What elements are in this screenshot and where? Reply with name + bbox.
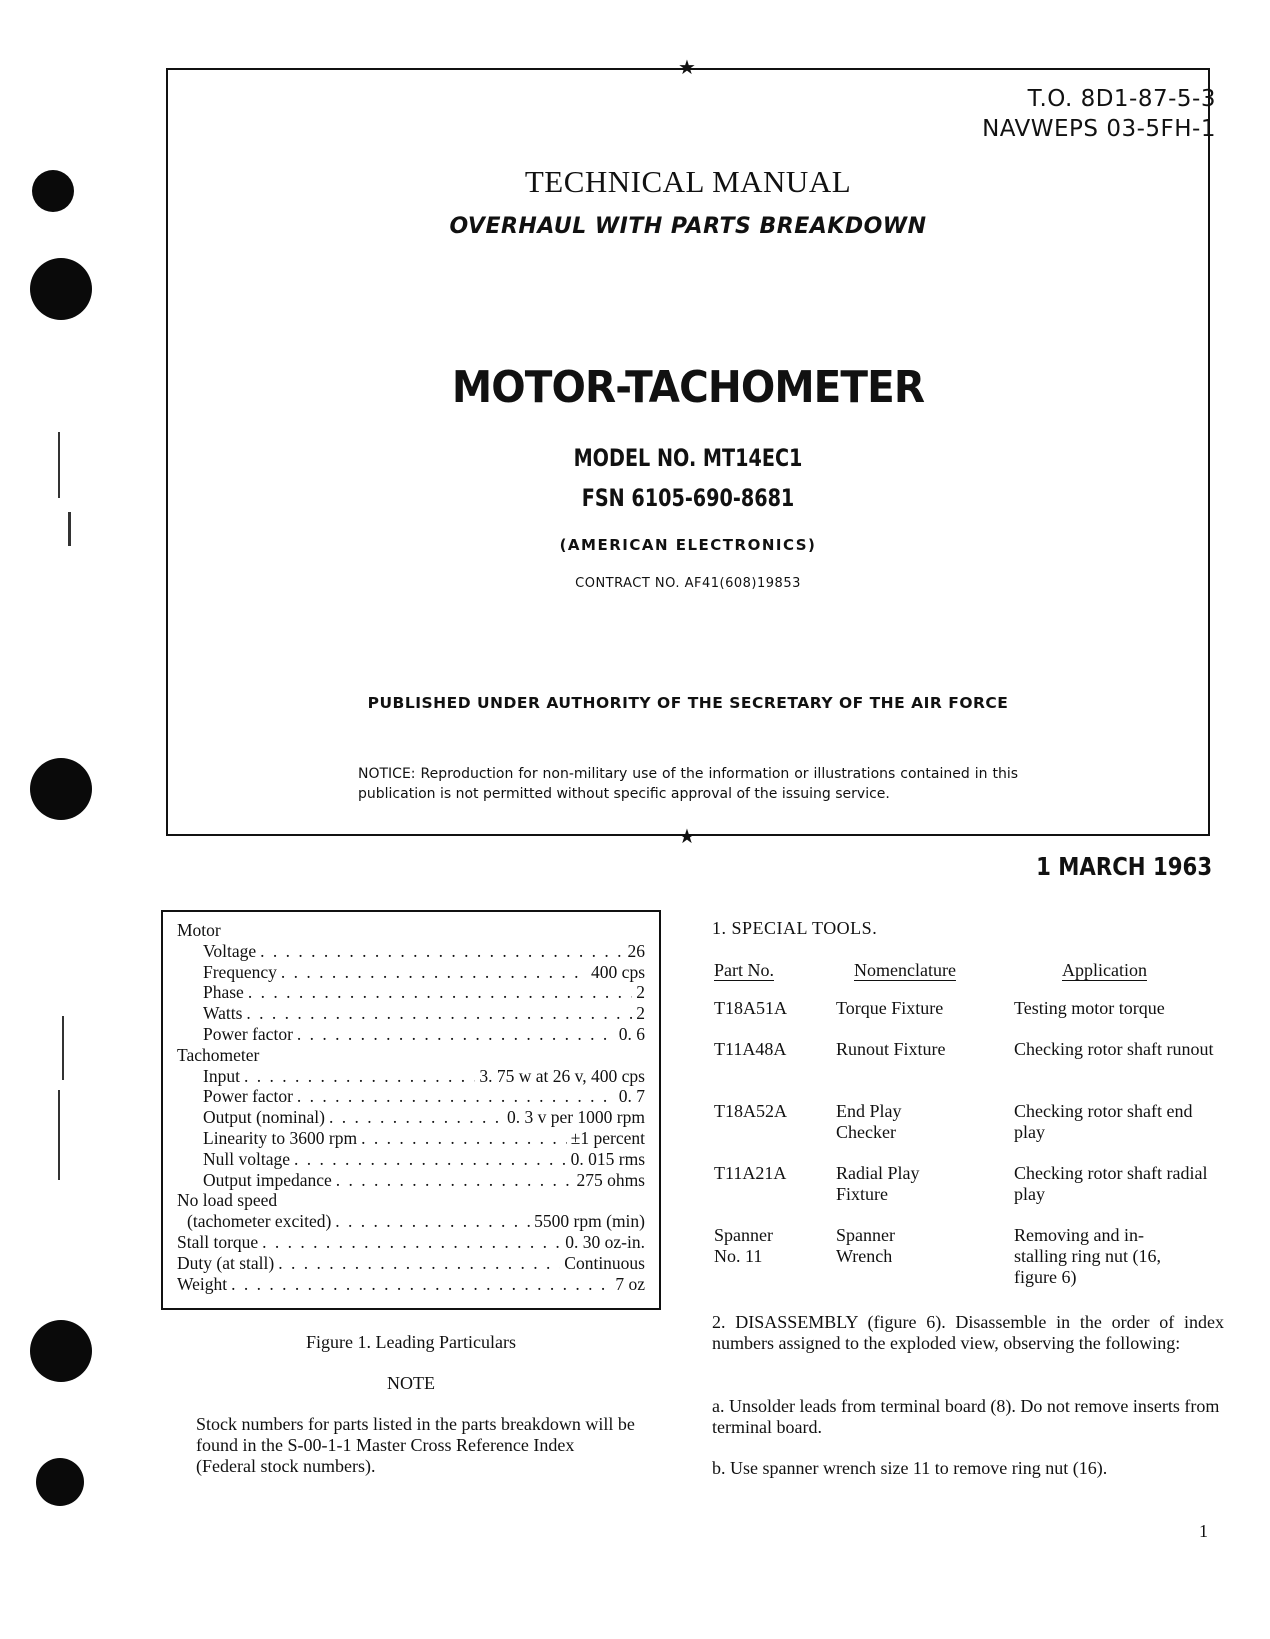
particular-row: (tachometer excited) . . . 5500 rpm (min) (187, 1211, 645, 1232)
publishing-authority: PUBLISHED UNDER AUTHORITY OF THE SECRETARY OF THE AIR FORCE (367, 694, 1009, 712)
manual-subtitle: OVERHAUL WITH PARTS BREAKDOWN (449, 214, 927, 239)
reproduction-notice: NOTICE: Reproduction for non-military use of the information or illustrations contained in this publication is not permitted without specific approval of the issuing service. (358, 766, 1018, 802)
nomenclature-cell: End Play Checker (836, 1101, 902, 1142)
publication-date: 1 MARCH 1963 (1035, 852, 1212, 881)
margin-mark (58, 432, 60, 498)
special-tools-table (712, 956, 1222, 1309)
column-header-part-no: Part No. (714, 960, 774, 980)
particular-row: Stall torque . . . 0. 30 oz-in. (177, 1232, 645, 1253)
model-number: MODEL NO. MT14EC1 (573, 444, 803, 472)
disassembly-step-b: b. Use spanner wrench size 11 to remove ring nut (16). (712, 1458, 1108, 1478)
column-header-application: Application (1062, 960, 1147, 980)
table-header (712, 956, 1222, 998)
fsn-number: FSN 6105-690-8681 (581, 484, 795, 512)
nomenclature-cell: Runout Fixture (836, 1039, 946, 1059)
particular-row: Duty (at stall) . . . Continuous (177, 1253, 645, 1274)
particular-row: Frequency . . . 400 cps (203, 962, 645, 983)
nomenclature-cell: Torque Fixture (836, 998, 944, 1018)
star-icon: ★ (678, 826, 696, 848)
binder-hole (30, 1320, 92, 1382)
table-row (712, 1101, 1222, 1163)
motor-heading: Motor (177, 920, 221, 940)
table-row (712, 1163, 1222, 1225)
leading-particulars-table (161, 910, 661, 1310)
contract-number: CONTRACT NO. AF41(608)19853 (575, 576, 801, 591)
particular-row: Voltage . . . 26 (203, 941, 645, 962)
particular-row: Input . . . 3. 75 w at 26 v, 400 cps (203, 1066, 645, 1087)
product-title: MOTOR-TACHOMETER (451, 362, 925, 413)
page-number: 1 (1199, 1521, 1208, 1541)
binder-hole (30, 258, 92, 320)
margin-mark (68, 512, 71, 546)
application-cell: Checking rotor shaft runout (1014, 1039, 1214, 1059)
part-cell: T11A21A (714, 1163, 787, 1183)
table-row (712, 1039, 1222, 1101)
part-cell: T11A48A (714, 1039, 787, 1059)
binder-hole (30, 758, 92, 820)
special-tools-heading: 1. SPECIAL TOOLS. (712, 918, 878, 938)
disassembly-paragraph: 2. DISASSEMBLY (figure 6). Disassemble in the order of index numbers assigned to the exploded view, observing the following: (712, 1312, 1224, 1353)
star-icon: ★ (678, 57, 696, 79)
particular-row: Phase . . . 2 (203, 982, 645, 1003)
application-cell: Testing motor torque (1014, 998, 1165, 1018)
particular-row: Output (nominal) . . . 0. 3 v per 1000 rpm (203, 1107, 645, 1128)
note-heading: NOTE (387, 1373, 435, 1393)
tachometer-heading: Tachometer (177, 1044, 260, 1065)
disassembly-step-a: a. Unsolder leads from terminal board (8). Do not remove inserts from terminal board. (712, 1396, 1220, 1437)
particular-row: Watts . . . 2 (203, 1003, 645, 1024)
navweps-number: NAVWEPS 03-5FH-1 (982, 116, 1216, 142)
particular-row: Linearity to 3600 rpm . . . ±1 percent (203, 1128, 645, 1149)
manufacturer: (AMERICAN ELECTRONICS) (559, 536, 817, 554)
particular-row: Output impedance . . . 275 ohms (203, 1170, 645, 1191)
application-cell: Checking rotor shaft end play (1014, 1101, 1193, 1142)
table-row (712, 998, 1222, 1039)
particular-row: Weight . . . 7 oz (177, 1274, 645, 1295)
margin-mark (58, 1090, 60, 1180)
column-header-nomenclature: Nomenclature (854, 960, 956, 980)
manual-title: TECHNICAL MANUAL (524, 164, 852, 199)
to-number: T.O. 8D1-87-5-3 (1027, 86, 1216, 112)
part-cell: T18A51A (714, 998, 787, 1018)
application-cell: Removing and in- stalling ring nut (16, figure 6) (1014, 1225, 1161, 1287)
part-cell: Spanner No. 11 (714, 1225, 773, 1266)
part-cell: T18A52A (714, 1101, 787, 1121)
particular-row: Power factor . . . 0. 6 (203, 1024, 645, 1045)
figure-caption: Figure 1. Leading Particulars (306, 1332, 516, 1352)
nomenclature-cell: Spanner Wrench (836, 1225, 895, 1266)
no-load-heading: No load speed (177, 1190, 278, 1211)
particular-row: Null voltage . . . 0. 015 rms (203, 1149, 645, 1170)
particular-row: Power factor . . . 0. 7 (203, 1086, 645, 1107)
margin-mark (62, 1016, 64, 1080)
note-text: Stock numbers for parts listed in the parts breakdown will be found in the S-00-1-1 Master Cross Reference Index (Federal stock numbers). (196, 1414, 635, 1476)
application-cell: Checking rotor shaft radial play (1014, 1163, 1208, 1204)
nomenclature-cell: Radial Play Fixture (836, 1163, 920, 1204)
document-identifiers (982, 84, 1216, 144)
binder-hole (36, 1458, 84, 1506)
table-row (712, 1225, 1222, 1309)
binder-hole (32, 170, 74, 212)
